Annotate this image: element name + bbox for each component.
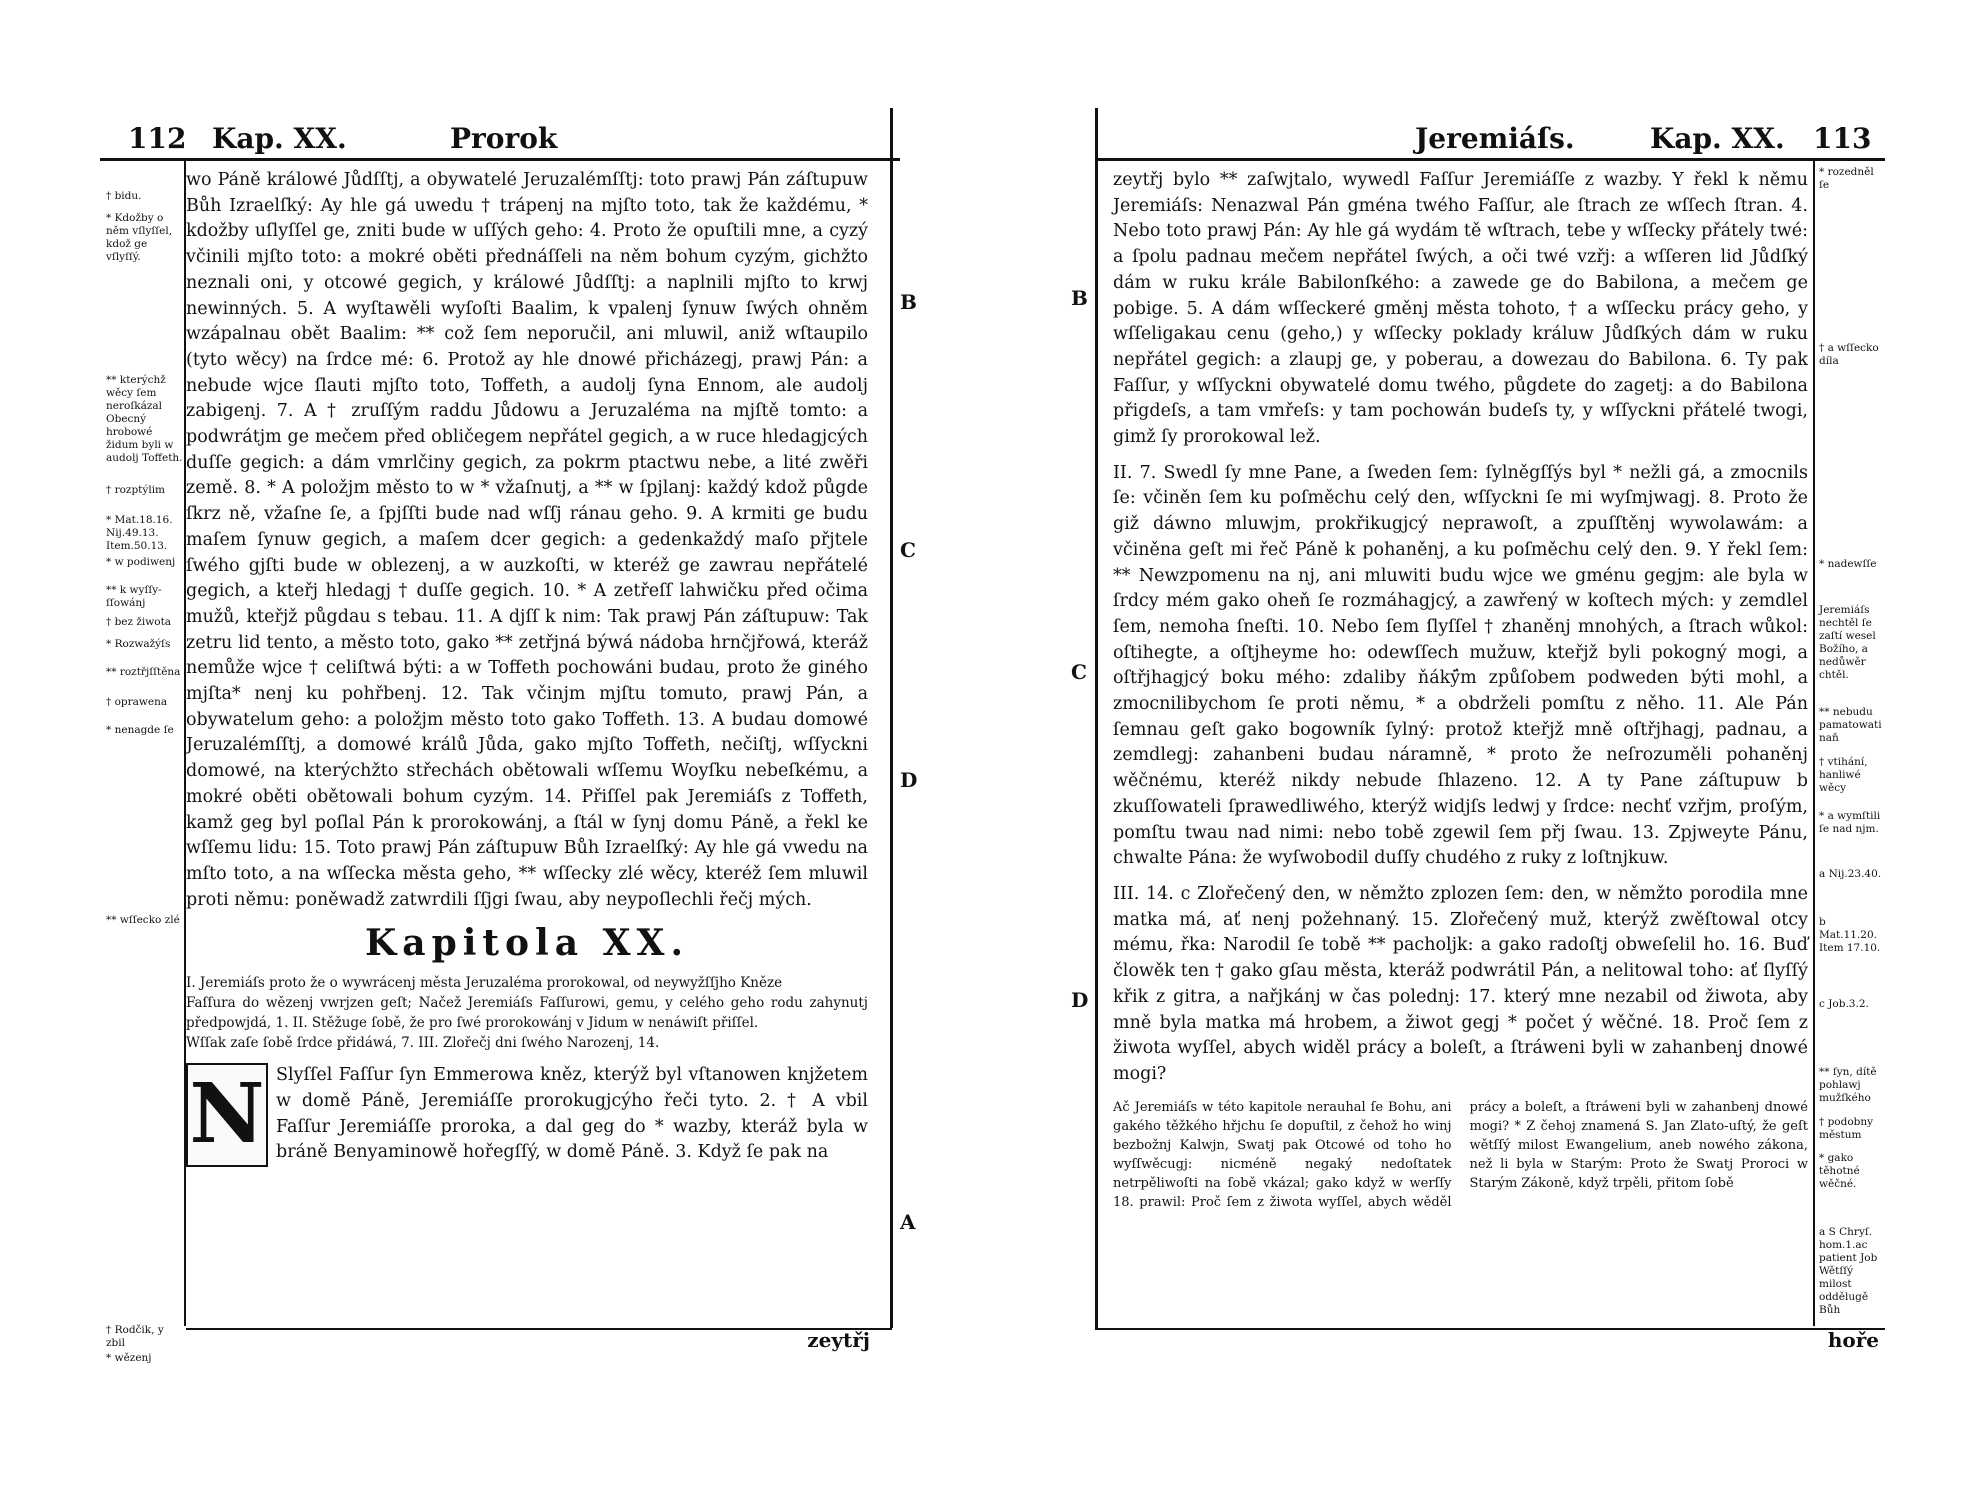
- margin-note: a S Chryſ. hom.1.ac patient Job Wětſſý milost oddělugě Bůh: [1819, 1226, 1878, 1316]
- right-body-text: [1113, 168, 1808, 1212]
- margin-note: * rozedněl ſe: [1819, 166, 1874, 191]
- margin-note: * gako těhotné wěčné.: [1819, 1152, 1860, 1190]
- margin-note: † oprawena: [106, 696, 168, 708]
- summary-line: Faſſura do wězenj vwrjzen geſt; Načež Jeremiáſs Faſſurowi, gemu, y celého geho rodu zahynutj předpowjdá, 1. II. Stěžuge ſobě, že pro ſwé prorokowánj v Jidum w nenáwiſt přiſſel.: [186, 995, 868, 1032]
- paragraph-text: II. 7. Swedl ſy mne Pane, a ſweden ſem: ſylněgſſýs byl * nežli gá, a zmocnils ſe: včiněn ſem ku poſměchu celý den, wſſyckni ſe mi wyſmjwagj. 8. Proto že giž dáwno mluwjm, prokřikugjcý neprawoſt, a zpuſſtěnj wywolawám: a včiněna geſt mi řeč Páně k pohaněnj, a ku poſměchu celý den. 9. Y řekl ſem: ** Newzpomenu na nj, ani mluwiti budu wjce we gménu gegjm: ale byla w ſrdcy mém gako oheň ſe rozmáhagjcý, a zawřený w koſtech mých: y zemdlel ſem, nemoha ſneſti. 10. Nebo ſem ſlyſſel † zhaněnj mnohých, a ſtrach wůkol: oſtihegte, a oſtjheyme ho: odewſſech mužuw, kteřjž byli pokogný mogi, a oſtřjhagjcý boku mého: zdaliby ňáký̈m způſobem podweden býti mohl, a zmocnilibychom ſe proti němu, * a obdrželi pomſtu z něho. 11. Ale Pán ſemnau geſt gako bogowník ſylný: protož kteřjž mně oſtřjhagj, padnau, a zemdlegj: zahanbeni budau náramně, * proto že neſrozuměli pohaněnj wěčnému, kteréž nikdy nebude ſhlazeno. 12. A ty Pane záſtupuw b zkuſſowateli ſprawedliwého, kterýž widjſs ledwj y ſrdce: nechť vzřjm, proſým, pomſtu twau nad nimi: nebo tobě zgewil ſem přj ſwau. 13. Zpjweyte Pánu, chwalte Pána: že wyſwobodil duſſy chudého z ruky z loſtnjkuw.: [1113, 462, 1808, 869]
- dropcap-initial: N: [186, 1063, 268, 1167]
- summary-line: I. Jeremiáſs proto že o wywrácenj města Jeruzaléma prorokowal, od neywyžſſjho Kněze: [186, 975, 783, 992]
- left-border: [1095, 108, 1098, 1328]
- chapter-summary: [186, 973, 868, 1053]
- foot-rule: [1095, 1328, 1885, 1330]
- margin-note: † bidu.: [106, 190, 142, 202]
- paragraph-text: zeytřj bylo ** zaſwjtalo, wywedl Faſſur Jeremiáſſe z wazby. Y řekl k němu Jeremiáſs: Nenazwal Pán gména twého Faſſur, ale ſtrach ze wſſech ſtran. 4. Nebo toto prawj Pán: Ay hle gá wydám tě wſtrach, tebe y wſſecky přátely twé: a ſpolu padnau mečem nepřátel ſwých, a oči twé vzřj: a wſſeren lid Jůdſký dám w ruku krále Babilonſkého: a zawede ge do Babilona, a mečem ge pobige. 5. A dám wſſeckeré gměnj města tohoto, † a wſſecku prácy geho, y wſſeligakau cenu (geho,) y wſſecky poklady králuw Jůdſkých dám w ruku nepřátel gegich: a zlaupj ge, y poberau, a dowezau do Babilona. 6. Ty pak Faſſur, y wſſyckni obywatelé domu twého, půgdete do zagetj: a do Babilona přigdeſs, a tam vmřeſs: y tam pochowán budeſs ty, y wſſyckni přátelé twogi, gimž ſy prorokowal lež.: [1113, 170, 1808, 448]
- margin-note: Jeremiáſs nechtěl ſe zaſtí wesel Božího, a nedůwěr chtěl.: [1819, 604, 1876, 681]
- section-letter: C: [1071, 660, 1087, 684]
- margin-note: ** wſſecko zlé: [106, 914, 180, 926]
- margin-note: ** ſyn, dítě pohlawj mužſkého: [1819, 1066, 1877, 1104]
- running-title: Prorok: [450, 122, 558, 155]
- chapter-heading: Kapitola XX.: [364, 922, 690, 965]
- margin-note: * Rozwažýſs: [106, 638, 171, 650]
- margin-note: b Mat.11.20. Item 17.10.: [1819, 916, 1881, 954]
- section-letter: A: [900, 1210, 916, 1234]
- section-letter: C: [900, 538, 916, 562]
- margin-note: * Mat.18.16. Nij.49.13. Item.50.13.: [106, 514, 173, 552]
- section-letter: D: [900, 768, 918, 792]
- section-letter: D: [1071, 988, 1089, 1012]
- section-letter: B: [1071, 286, 1088, 310]
- right-page-header: [1095, 108, 1885, 161]
- margin-note: ** k wyſſyſſowánj: [106, 584, 162, 609]
- catchword: zeytřj: [807, 1328, 870, 1352]
- chapter-label: Kap. XX.: [1650, 122, 1785, 155]
- paragraph-text: III. 14. c Zlořečený den, w němžto zplozen ſem: den, w němžto porodila mne matka má, ať nenj požehnaný. 15. Zlořečený muž, kterýž zwěſtowal otcy mému, řka: Narodil ſe tobě ** pacholjk: a gako radoſtj obweſelil ho. 16. Buď člowěk ten † gako gſau města, kteráž podwrátil Pán, a nelitowal toho: ať ſlyſſý křik z gitra, a nařjkánj w čas polednj: 17. který mne nezabil od žiwota, aby mně byla matka má hrobem, a žiwot gegj * počet ý wěčné. 18. Proč ſem z žiwota wyſſel, abych widěl prácy a boleſt, a ſtráweni byli w zahanbenj dnowé mogi?: [1113, 883, 1808, 1084]
- paragraph-text: Slyſſel Faſſur ſyn Emmerowa kněz, kterýž byl vſtanowen knjžetem w domě Páně, Jeremiáſſe prorokugjcýho řeči tyto. 2. † A vbil Faſſur Jeremiáſſe proroka, a dal geg do * wazby, kteráž byla w bráně Benyaminowě hořegſſý, w domě Páně. 3. Když ſe pak na: [276, 1065, 868, 1163]
- margin-note: * nenagde ſe: [106, 724, 174, 736]
- verse-block: wo Páně králowé Jůdſſtj, a obywatelé Jeruzalémſſtj: toto prawj Pán záſtupuw Bůh Izraelſký: Ay hle gá uwedu † trápenj na mjſto toto, tak že každému, * kdožby uſlyſſel ge, zniti bude w uſſých geho: 4. Proto že opuſtili mne, a cyzý včinili mjſto toto: a mokré oběti přednáſſeli na něm bohum cyzým, gichžto neznali oni, y otcowé gegich, y králowé Jůdſſtj: a naplnili mjſto to krwj newinných. 5. A wyſtawěli wyſoſti Baalim, k vpalenj ſynuw ſwých ohněm wzápalnau obět Baalim: ** což ſem neporučil, ani mluwil, aniž wſtaupilo (tyto wěcy) na ſrdce mé: 6. Protož ay hle dnowé přicházegj, prawj Pán: a nebude wjce ſlauti mjſto toto, Toffeth, a audolj ſyna Ennom, ale audolj zabigenj. 7. A † zruſſým raddu Jůdowu a Jeruzaléma na mjſtě tomto: a podwrátjm ge mečem před obličegem nepřátel gegich, a w ruce hledagjcých duſſe gegich: a dám vmrlčiny gegich, za pokrm ptactwu nebe, a lité zwěři země. 8. * A položjm město to w * vžaſnutj, a ** w ſpjlanj: každý kdož půgde ſkrz ně, vžaſne ſe, a ſpjſſti bude nad wſſj ránau geho. 9. A krmiti ge budu maſem ſynuw gegich, a maſem dcer gegich: a gedenkaždý maſo přjtele ſwého gjſti bude w oblezenj, a w auzkoſti, w kteréž ge zawrau nepřátelé gegich, a kteřj hledagj † duſſe gegich. 10. * A zetřeſſ lahwičku před očima mužů, kteřjž půgdau s tebau. 11. A djſſ k nim: Tak prawj Pán záſtupuw: Tak zetru lid tento, a město toto, gako ** zetřjná býwá nádoba hrnčjřowá, kteráž nemůže wjce † celiſtwá býti: a w Toffeth pochowáni budau, proto že giného mjſta* nenj ku pohřbenj. 12. Tak včinjm mjſtu tomuto, prawj Pán, a obywatelum geho: a položjm město toto gako Toffeth. 13. A budau domowé Jeruzalémſſtj, a domowé králů Jůda, gako mjſto Toffeth, nečiſtj, wſſyckni domowé, na kterýchžto střechách obětowali wſſemu Woyſku nebeſkému, a mokré oběti obětowali bohum cyzým. 14. Přiſſel pak Jeremiáſs z Toffeth, kamž geg byl poſlal Pán k prorokowánj, a ſtál w ſynj domu Páně, a řekl ke wſſemu lidu: 15. Toto prawj Pán záſtupuw Bůh Izraelſký: Ay hle gá vwedu na mſto toto, a na wſſecka města geho, ** wſſecky zlé wěcy, kteréž ſem mluwil proti němu: poněwadž zatwrdili ſſjgi ſwau, aby neypoſlechli řečj mých.: [186, 170, 868, 910]
- margin-note: * Kdožby o něm vſlyſſel, kdož ge vſlyſſý.: [106, 212, 173, 263]
- margin-note: c Job.3.2.: [1819, 998, 1869, 1010]
- section-letter: B: [900, 290, 917, 314]
- margin-note: * w podiwenj: [106, 556, 176, 568]
- column-rule: [1813, 158, 1815, 1326]
- margin-note: ** kterýchž wěcy ſem neroſkázal Obecný hrobowé židum byli w audolj Toffeth.: [106, 374, 183, 464]
- margin-note: ** nebudu pamatowati naň: [1819, 706, 1882, 744]
- right-border: [890, 108, 893, 1328]
- left-page: [100, 108, 918, 1370]
- right-page: [1071, 108, 1885, 1370]
- summary-line: Wſſak zaſe ſobě ſrdce přidáwá, 7. III. Zlořečj dni ſwého Narozenj, 14.: [186, 1035, 660, 1052]
- page-number: 112: [128, 122, 187, 155]
- running-title: Jeremiáſs.: [1415, 122, 1575, 155]
- margin-note: † vtihání, hanliwé wěcy: [1819, 756, 1868, 794]
- commentary-text: Ač Jeremiáſs w této kapitole nerauhal ſe Bohu, ani gakého těžkého hřjchu ſe dopuſtil, z čehož ho winj bezbožnj Kalwjn, Swatj pak Otcowé od toho ho wyſſwěcugj: nicméně negaký nedoſtatek netrpěliwoſti na ſobě vkázal; gako když w werſſy 18. prawil: Proč ſem z žiwota wyſſel, abych wěděl prácy a boleſt, a ſtráweni byli w zahanbenj dnowé mogi? * Z čehoj znamená S. Jan Zlato-uſtý, že geſt wětſſý milost Ewangelium, aneb nowého zákona, než li byla w Starým: Proto že Swatj Proroci w Starým Zákoně, když trpěli, přitom ſobě: [1113, 1099, 1808, 1210]
- margin-note: † Rodčik, y zbil: [106, 1324, 164, 1349]
- margin-note: * wězenj: [106, 1352, 152, 1364]
- margin-note: * nadewſſe: [1819, 558, 1877, 570]
- margin-note: † podobny městum: [1819, 1116, 1874, 1141]
- margin-note: * a wymſtili ſe nad njm.: [1819, 810, 1881, 835]
- margin-note: † rozptýlim: [106, 484, 166, 496]
- left-page-header: [100, 108, 900, 161]
- page-number: 113: [1813, 122, 1872, 155]
- catchword: hoře: [1827, 1328, 1879, 1352]
- foot-rule: [186, 1328, 892, 1330]
- left-body-text: [186, 168, 868, 1176]
- margin-note: † bez žiwota: [106, 616, 172, 628]
- margin-note: ** roztřjſſtěna: [106, 666, 181, 678]
- commentary-block: [1113, 1098, 1808, 1212]
- chapter-label: Kap. XX.: [212, 122, 347, 155]
- margin-note: a Nij.23.40.: [1819, 868, 1882, 880]
- margin-note: † a wſſecko díla: [1819, 342, 1879, 367]
- first-paragraph: [186, 1063, 868, 1166]
